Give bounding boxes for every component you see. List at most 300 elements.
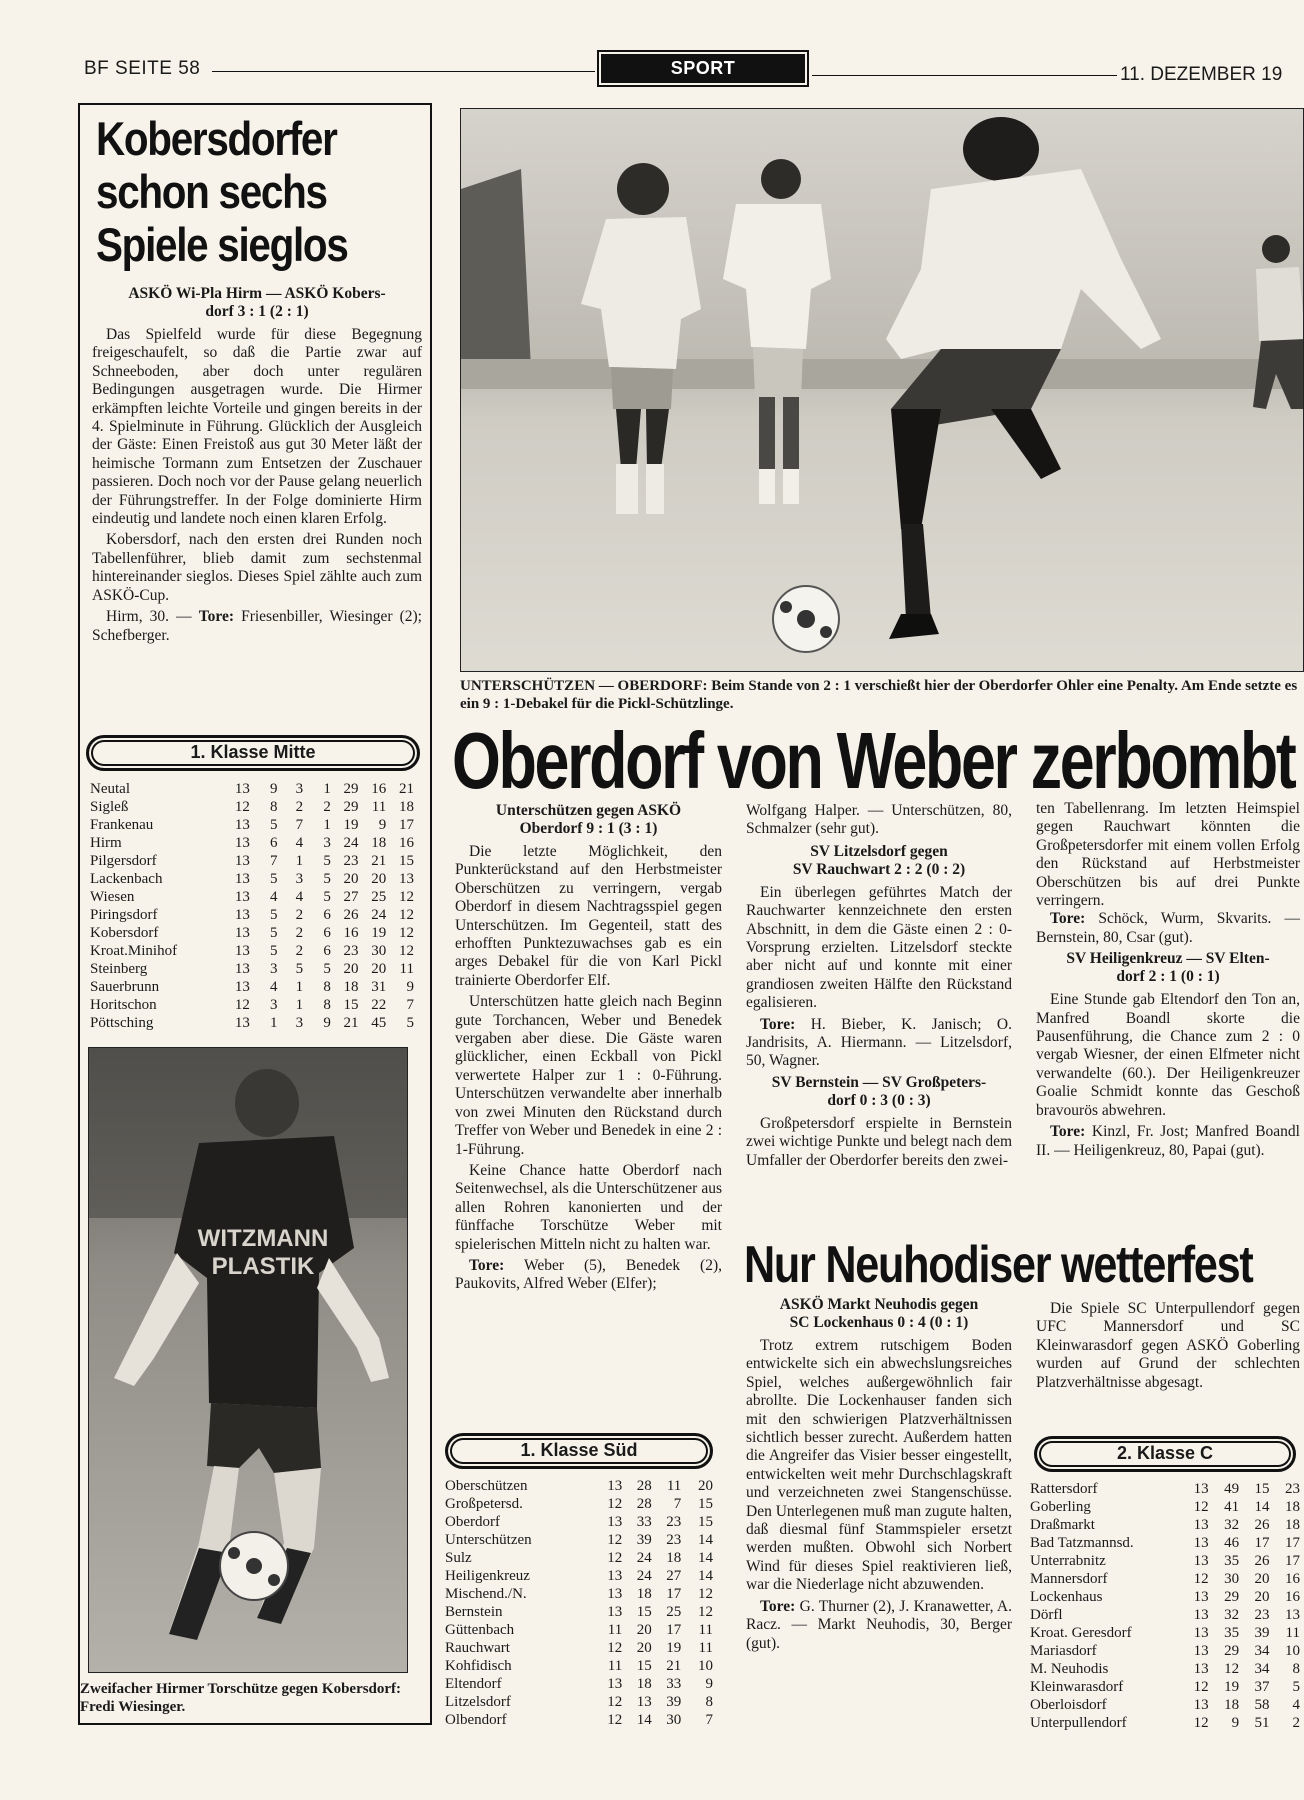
team-name: Litzelsdorf xyxy=(445,1694,511,1710)
stat-value: 13 xyxy=(607,1514,623,1530)
stat-value: 20 xyxy=(1254,1571,1270,1587)
stat-value: 3 xyxy=(295,871,304,887)
stat-value: 31 xyxy=(371,979,387,995)
stat-value: 5 xyxy=(323,871,331,887)
team-name: Kohfidisch xyxy=(445,1658,512,1674)
goals-line: Tore: H. Bieber, K. Janisch; O. Jandrisits, A. Hiermann. — Litzelsdorf, 50, Wagner. xyxy=(746,1015,1012,1070)
stat-value: 11 xyxy=(698,1640,713,1656)
stat-value: 1 xyxy=(323,781,331,797)
team-name: M. Neuhodis xyxy=(1030,1661,1109,1677)
stat-value: 13 xyxy=(234,961,250,977)
table-row xyxy=(1030,1570,1300,1588)
table-row xyxy=(90,924,414,942)
stat-value: 19 xyxy=(666,1640,682,1656)
match-heading: ASKÖ Wi-Pla Hirm — ASKÖ Kobers- dorf 3 : 1 (2 : 1) xyxy=(128,285,386,320)
stat-value: 16 xyxy=(1285,1589,1300,1605)
stat-value: 5 xyxy=(270,943,278,959)
stat-value: 21 xyxy=(399,781,414,797)
stat-value: 17 xyxy=(666,1586,682,1602)
second-headline: Nur Neuhodiser wetterfest xyxy=(744,1236,1253,1294)
stat-value: 1 xyxy=(270,1015,278,1031)
stat-value: 34 xyxy=(1254,1643,1270,1659)
team-name: Pöttsching xyxy=(90,1015,154,1031)
stat-value: 18 xyxy=(636,1676,652,1692)
stat-value: 5 xyxy=(270,925,278,941)
stat-value: 5 xyxy=(295,961,304,977)
stat-value: 15 xyxy=(343,997,359,1013)
left-headline-line: schon sechs xyxy=(96,165,327,218)
article-body: Trotz extrem rutschigem Boden entwickelte sich ein abwechslungsreiches Spiel, welches außergewöhnlich fair abrollte. Die Lockenhauser fanden sich mit den schwierigen Platzverhältnissen sichtlich besser zurecht. Außerdem hatten die Angreifer das Visier besser eingestellt, entwickelten weit mehr Durchschlagskraft und verzeichneten zwei Stangenschüsse. Den Unterlegenen muß man zugute halten, daß diesmal fünf Stammspieler ersetzt werden mußten. Obwohl sich Norbert Wind für dieses Spiel reaktivieren ließ, war die Niederlage nicht abzuwenden. xyxy=(746,1337,1012,1594)
stat-value: 13 xyxy=(234,889,250,905)
article-body xyxy=(92,326,422,605)
goals-line: Tore: Kinzl, Fr. Jost; Manfred Boandl II. — Heiligenkreuz, 80, Papai (gut). xyxy=(1036,1123,1300,1159)
stat-value: 27 xyxy=(666,1568,682,1584)
stat-value: 2 xyxy=(295,925,304,941)
stat-value: 12 xyxy=(399,907,414,923)
stat-value: 13 xyxy=(1193,1481,1209,1497)
stat-value: 58 xyxy=(1254,1697,1270,1713)
stat-value: 18 xyxy=(1285,1499,1300,1515)
stat-value: 2 xyxy=(295,943,304,959)
stat-value: 10 xyxy=(1285,1643,1300,1659)
stat-value: 13 xyxy=(234,817,250,833)
team-name: Oberdorf xyxy=(445,1514,500,1530)
stat-value: 39 xyxy=(666,1694,682,1710)
team-name: Großpetersd. xyxy=(445,1496,523,1512)
stat-value: 5 xyxy=(270,907,278,923)
table-row xyxy=(90,888,414,906)
stat-value: 20 xyxy=(343,871,359,887)
team-name: Güttenbach xyxy=(445,1622,515,1638)
stat-value: 13 xyxy=(607,1478,623,1494)
table-row xyxy=(90,780,414,798)
team-name: Rattersdorf xyxy=(1030,1481,1098,1497)
table-row xyxy=(445,1621,713,1639)
team-name: Draßmarkt xyxy=(1030,1517,1095,1533)
stat-value: 29 xyxy=(1224,1643,1240,1659)
paragraph: Die letzte Möglichkeit, den Punkterückstand auf den Herbstmeister Oberschützen zu verringern, vergab Oberdorf in diesem Nachtragsspiel gegen Unterschützen. Im Gegenteil, statt des erhofften Punktezuwachses gab es ein arges Debakel für die von Karl Pickl trainierte Oberdorfer Elf. xyxy=(455,843,722,989)
stat-value: 21 xyxy=(371,853,387,869)
stat-value: 19 xyxy=(1224,1679,1240,1695)
table-row xyxy=(445,1531,713,1549)
main-col-2 xyxy=(746,802,1012,1173)
stat-value: 20 xyxy=(636,1622,652,1638)
stat-value: 18 xyxy=(371,835,387,851)
stat-value: 4 xyxy=(270,979,278,995)
stat-value: 39 xyxy=(1254,1625,1270,1641)
table-row xyxy=(90,996,414,1014)
stat-value: 23 xyxy=(343,943,359,959)
team-name: Oberschützen xyxy=(445,1478,528,1494)
stat-value: 7 xyxy=(270,853,278,869)
table-row xyxy=(1030,1660,1300,1678)
stat-value: 8 xyxy=(705,1694,713,1710)
stat-value: 24 xyxy=(371,907,387,923)
stat-value: 14 xyxy=(698,1550,713,1566)
table-row xyxy=(1030,1480,1300,1498)
table-row xyxy=(445,1657,713,1675)
stat-value: 5 xyxy=(323,853,331,869)
stat-value: 18 xyxy=(666,1550,682,1566)
team-name: Kroat.Minihof xyxy=(90,943,178,959)
table-row xyxy=(445,1549,713,1567)
team-name: Kroat. Geresdorf xyxy=(1030,1625,1132,1641)
stat-value: 20 xyxy=(698,1478,713,1494)
stat-value: 26 xyxy=(1254,1517,1270,1533)
stat-value: 12 xyxy=(399,925,414,941)
cancelled-games-note: Die Spiele SC Unterpullendorf gegen UFC Mannersdorf und SC Kleinwarasdorf gegen ASKÖ Goberling wurden auf Grund der schlechten Platzverhältnisse abgesagt. xyxy=(1036,1300,1300,1391)
table-row xyxy=(1030,1588,1300,1606)
table-row xyxy=(445,1513,713,1531)
stat-value: 20 xyxy=(371,961,387,977)
main-headline: Oberdorf von Weber zerbombt xyxy=(452,716,1295,805)
article-body: Ein überlegen geführtes Match der Rauchwarter kennzeichnete den ersten Abschnitt, in dem die Gäste einen 2 : 0-Vorsprung erzielten. Litzelsdorf steckte aber nicht auf und konnte mit einer grandiosen zweiten Hälfte den Rückstand egalisieren. xyxy=(746,883,1012,1012)
team-name: Heiligenkreuz xyxy=(445,1568,530,1584)
stat-value: 4 xyxy=(295,835,304,851)
stat-value: 46 xyxy=(1224,1535,1240,1551)
match-photo-illustration xyxy=(461,109,1304,672)
stat-value: 12 xyxy=(607,1712,623,1728)
stat-value: 13 xyxy=(607,1604,623,1620)
stat-value: 3 xyxy=(295,1015,304,1031)
stat-value: 13 xyxy=(234,781,250,797)
table-row xyxy=(1030,1606,1300,1624)
team-name: Kleinwarasdorf xyxy=(1030,1679,1124,1695)
stat-value: 9 xyxy=(323,1015,331,1031)
stat-value: 11 xyxy=(399,961,414,977)
stat-value: 12 xyxy=(698,1586,713,1602)
stat-value: 6 xyxy=(323,943,331,959)
table-row xyxy=(445,1585,713,1603)
team-name: Oberloisdorf xyxy=(1030,1697,1107,1713)
stat-value: 13 xyxy=(234,835,250,851)
left-headline-line: Kobersdorfer xyxy=(96,112,337,165)
stat-value: 16 xyxy=(371,781,387,797)
stat-value: 34 xyxy=(1254,1661,1270,1677)
table-row xyxy=(90,978,414,996)
team-name: Eltendorf xyxy=(445,1676,502,1692)
stat-value: 27 xyxy=(343,889,359,905)
stat-value: 49 xyxy=(1224,1481,1240,1497)
stat-value: 29 xyxy=(343,799,359,815)
goals-line: Hirm, 30. — Tore: Friesenbiller, Wiesinger (2); Schefberger. xyxy=(92,608,422,644)
carry-over-text: ten Tabellenrang. Im letzten Heimspiel gegen Rauchwart könnten die Großpetersdorfer mit einem vollen Erfolg den Rückstand auf Herbstmeister Oberschützen bis auf drei Punkte verringern. xyxy=(1036,800,1300,910)
stat-value: 12 xyxy=(1193,1499,1209,1515)
team-name: Unterpullendorf xyxy=(1030,1715,1127,1731)
match-heading: ASKÖ Markt Neuhodis gegen SC Lockenhaus 0 : 4 (0 : 1) xyxy=(779,1296,979,1331)
table-row xyxy=(445,1639,713,1657)
stat-value: 25 xyxy=(666,1604,682,1620)
left-headline-line: Spiele sieglos xyxy=(96,218,348,271)
table-row xyxy=(1030,1516,1300,1534)
goals-line: Tore: G. Thurner (2), J. Kranawetter, A. Racz. — Markt Neuhodis, 30, Berger (gut). xyxy=(746,1597,1012,1652)
table-title-sued: 1. Klasse Süd xyxy=(445,1433,713,1469)
page-date: 11. DEZEMBER 19 xyxy=(1120,64,1283,85)
carry-over-text: Wolfgang Halper. — Unterschützen, 80, Schmalzer (sehr gut). xyxy=(746,802,1012,838)
stat-value: 13 xyxy=(1193,1607,1209,1623)
stat-value: 5 xyxy=(323,961,331,977)
stat-value: 23 xyxy=(343,853,359,869)
stat-value: 18 xyxy=(636,1586,652,1602)
stat-value: 3 xyxy=(295,781,304,797)
stat-value: 11 xyxy=(371,799,387,815)
team-name: Sigleß xyxy=(90,799,129,815)
stat-value: 29 xyxy=(1224,1589,1240,1605)
stat-value: 11 xyxy=(1285,1625,1300,1641)
match-heading: SV Litzelsdorf gegen SV Rauchwart 2 : 2 (0 : 2) xyxy=(792,842,966,878)
stat-value: 16 xyxy=(1285,1571,1300,1587)
stat-value: 7 xyxy=(295,817,304,833)
header-rule-right xyxy=(812,75,1117,76)
stat-value: 12 xyxy=(399,889,414,905)
stat-value: 8 xyxy=(323,979,331,995)
stat-value: 9 xyxy=(378,817,387,833)
standings-table-sued xyxy=(445,1477,713,1729)
stat-value: 4 xyxy=(270,889,278,905)
article-body: Eine Stunde gab Eltendorf den Ton an, Manfred Boandl skorte die Pausenführung, die Chance zum 2 : 0 vergab Wiesner, der einen Elfmeter nicht verwandelte (60.). Der Heiligenkreuzer Goalie Schmidt konnte das Geschoß bravourös abwehren. xyxy=(1036,991,1300,1119)
player-photo-illustration xyxy=(89,1048,408,1673)
table-row xyxy=(90,1014,414,1032)
stat-value: 9 xyxy=(705,1676,713,1692)
second-article-col xyxy=(746,1296,1012,1653)
stat-value: 21 xyxy=(666,1658,682,1674)
stat-value: 12 xyxy=(607,1532,623,1548)
stat-value: 13 xyxy=(1193,1625,1209,1641)
paragraph: Keine Chance hatte Oberdorf nach Seitenwechsel, als die Unterschützener aus allen Rohren kanonierten und der fünffache Torschütze Weber mit spielerischen Mitteln nicht zu halten war. xyxy=(455,1161,722,1253)
table-row xyxy=(1030,1498,1300,1516)
team-name: Frankenau xyxy=(90,817,154,833)
table-row xyxy=(445,1603,713,1621)
player-photo xyxy=(88,1047,408,1673)
team-name: Bad Tatzmannsd. xyxy=(1030,1535,1134,1551)
stat-value: 18 xyxy=(1285,1517,1300,1533)
stat-value: 13 xyxy=(1193,1697,1209,1713)
standings-table-c xyxy=(1030,1480,1300,1732)
stat-value: 5 xyxy=(406,1015,414,1031)
stat-value: 22 xyxy=(371,997,387,1013)
stat-value: 35 xyxy=(1224,1625,1240,1641)
table-row xyxy=(445,1495,713,1513)
section-badge xyxy=(597,50,809,87)
header-rule-left xyxy=(212,71,595,72)
stat-value: 21 xyxy=(343,1015,359,1031)
table-row xyxy=(90,906,414,924)
stat-value: 8 xyxy=(1292,1661,1300,1677)
standings-table-mitte xyxy=(90,780,414,1032)
stat-value: 16 xyxy=(343,925,359,941)
left-article xyxy=(92,282,422,645)
table-row xyxy=(90,960,414,978)
stat-value: 2 xyxy=(295,799,304,815)
table-row xyxy=(1030,1552,1300,1570)
team-name: Mariasdorf xyxy=(1030,1643,1097,1659)
stat-value: 14 xyxy=(698,1568,713,1584)
article-body xyxy=(455,843,722,1254)
stat-value: 13 xyxy=(1193,1553,1209,1569)
stat-value: 13 xyxy=(1285,1607,1300,1623)
stat-value: 13 xyxy=(234,853,250,869)
player-photo-caption: Zweifacher Hirmer Torschütze gegen Kobersdorf: Fredi Wiesinger. xyxy=(80,1681,402,1715)
stat-value: 39 xyxy=(636,1532,652,1548)
stat-value: 13 xyxy=(234,979,250,995)
team-name: Dörfl xyxy=(1030,1607,1063,1623)
team-name: Unterrabnitz xyxy=(1030,1553,1106,1569)
team-name: Unterschützen xyxy=(445,1532,532,1548)
stat-value: 13 xyxy=(607,1586,623,1602)
stat-value: 20 xyxy=(636,1640,652,1656)
goals-line: Tore: Weber (5), Benedek (2), Paukovits, Alfred Weber (Elfer); xyxy=(455,1256,722,1293)
stat-value: 30 xyxy=(371,943,387,959)
stat-value: 15 xyxy=(698,1514,713,1530)
stat-value: 15 xyxy=(636,1658,652,1674)
stat-value: 13 xyxy=(1193,1589,1209,1605)
team-name: Pilgersdorf xyxy=(90,853,157,869)
table-row xyxy=(1030,1624,1300,1642)
stat-value: 9 xyxy=(1231,1715,1240,1731)
team-name: Sauerbrunn xyxy=(90,979,160,995)
stat-value: 23 xyxy=(666,1514,682,1530)
team-name: Hirm xyxy=(90,835,122,851)
stat-value: 14 xyxy=(1254,1499,1270,1515)
team-name: Rauchwart xyxy=(445,1640,510,1656)
team-name: Steinberg xyxy=(90,961,148,977)
stat-value: 24 xyxy=(636,1550,652,1566)
match-photo xyxy=(460,108,1304,672)
svg-text:PLASTIK: PLASTIK xyxy=(211,1253,315,1280)
page-label: BF SEITE 58 xyxy=(84,58,201,79)
stat-value: 13 xyxy=(234,943,250,959)
stat-value: 17 xyxy=(399,817,414,833)
stat-value: 20 xyxy=(343,961,359,977)
left-headline xyxy=(96,112,380,271)
stat-value: 30 xyxy=(666,1712,682,1728)
table-row xyxy=(445,1675,713,1693)
stat-value: 19 xyxy=(343,817,359,833)
stat-value: 51 xyxy=(1254,1715,1270,1731)
stat-value: 12 xyxy=(234,799,250,815)
stat-value: 35 xyxy=(1224,1553,1240,1569)
stat-value: 17 xyxy=(1254,1535,1270,1551)
team-name: Lackenbach xyxy=(90,871,163,887)
stat-value: 9 xyxy=(270,781,278,797)
stat-value: 4 xyxy=(295,889,304,905)
paragraph: Das Spielfeld wurde für diese Begegnung freigeschaufelt, so daß die Partie zwar auf Schneeboden, aber doch unter regulären Bedingungen ausgetragen wurde. Die Hirmer erkämpften leichte Vorteile und gingen bereits in der 4. Spielminute in Führung. Glücklich der Ausgleich der Gäste: Einen Freistoß aus gut 30 Meter läßt der heimische Tormann zum Entsetzen der Zuschauer passieren. Doch noch vor der Pause gelang neuerlich der Führungstreffer. In der Folge dominierte Hirm eindeutig und landete noch einen klaren Erfolg. xyxy=(92,326,422,528)
stat-value: 41 xyxy=(1224,1499,1240,1515)
stat-value: 30 xyxy=(1224,1571,1240,1587)
table-row xyxy=(445,1693,713,1711)
stat-value: 6 xyxy=(323,925,331,941)
team-name: Bernstein xyxy=(445,1604,503,1620)
stat-value: 15 xyxy=(1254,1481,1270,1497)
table-row xyxy=(1030,1534,1300,1552)
stat-value: 24 xyxy=(343,835,359,851)
stat-value: 20 xyxy=(1254,1589,1270,1605)
stat-value: 17 xyxy=(1285,1553,1300,1569)
stat-value: 12 xyxy=(1224,1661,1240,1677)
jersey-lettering xyxy=(198,1225,329,1280)
stat-value: 13 xyxy=(607,1568,623,1584)
table-row xyxy=(445,1711,713,1729)
stat-value: 3 xyxy=(323,835,331,851)
stat-value: 5 xyxy=(323,889,331,905)
stat-value: 32 xyxy=(1224,1607,1240,1623)
stat-value: 14 xyxy=(698,1532,713,1548)
stat-value: 33 xyxy=(636,1514,652,1530)
match-heading: SV Bernstein — SV Großpeters- dorf 0 : 3 (0 : 3) xyxy=(771,1073,987,1109)
stat-value: 1 xyxy=(295,979,304,995)
stat-value: 13 xyxy=(1193,1535,1209,1551)
stat-value: 1 xyxy=(295,853,304,869)
team-name: Piringsdorf xyxy=(90,907,158,923)
main-col-1 xyxy=(455,802,722,1294)
stat-value: 29 xyxy=(343,781,359,797)
table-row xyxy=(90,798,414,816)
stat-value: 12 xyxy=(607,1496,623,1512)
table-row xyxy=(90,834,414,852)
table-row xyxy=(90,942,414,960)
stat-value: 3 xyxy=(270,961,278,977)
stat-value: 13 xyxy=(1193,1643,1209,1659)
stat-value: 13 xyxy=(607,1676,623,1692)
stat-value: 26 xyxy=(343,907,359,923)
stat-value: 12 xyxy=(234,997,250,1013)
stat-value: 12 xyxy=(607,1550,623,1566)
table-row xyxy=(1030,1714,1300,1732)
stat-value: 6 xyxy=(323,907,331,923)
stat-value: 8 xyxy=(323,997,331,1013)
team-name: Olbendorf xyxy=(445,1712,507,1728)
team-name: Lockenhaus xyxy=(1030,1589,1103,1605)
stat-value: 23 xyxy=(1285,1481,1300,1497)
stat-value: 5 xyxy=(270,871,278,887)
table-row xyxy=(90,852,414,870)
stat-value: 33 xyxy=(666,1676,682,1692)
stat-value: 28 xyxy=(636,1496,652,1512)
stat-value: 13 xyxy=(1193,1661,1209,1677)
table-row xyxy=(90,870,414,888)
stat-value: 12 xyxy=(1193,1571,1209,1587)
stat-value: 13 xyxy=(1193,1517,1209,1533)
stat-value: 7 xyxy=(673,1496,682,1512)
stat-value: 20 xyxy=(371,871,387,887)
stat-value: 13 xyxy=(234,1015,250,1031)
team-name: Mannersdorf xyxy=(1030,1571,1108,1587)
stat-value: 23 xyxy=(1254,1607,1270,1623)
stat-value: 13 xyxy=(636,1694,652,1710)
table-title-mitte: 1. Klasse Mitte xyxy=(86,735,420,771)
stat-value: 1 xyxy=(323,817,331,833)
stat-value: 18 xyxy=(1224,1697,1240,1713)
stat-value: 24 xyxy=(636,1568,652,1584)
stat-value: 16 xyxy=(399,835,414,851)
team-name: Goberling xyxy=(1030,1499,1091,1515)
stat-value: 45 xyxy=(371,1015,387,1031)
stat-value: 25 xyxy=(371,889,387,905)
table-row xyxy=(1030,1642,1300,1660)
table-row xyxy=(1030,1678,1300,1696)
match-heading: SV Heiligenkreuz — SV Elten- dorf 2 : 1 (0 : 1) xyxy=(1066,950,1270,986)
stat-value: 1 xyxy=(295,997,304,1013)
stat-value: 9 xyxy=(406,979,414,995)
team-name: Neutal xyxy=(90,781,130,797)
stat-value: 5 xyxy=(1292,1679,1300,1695)
stat-value: 11 xyxy=(666,1478,682,1494)
stat-value: 11 xyxy=(607,1658,623,1674)
stat-value: 14 xyxy=(636,1712,652,1728)
stat-value: 13 xyxy=(234,871,250,887)
stat-value: 4 xyxy=(1292,1697,1300,1713)
team-name: Sulz xyxy=(445,1550,472,1566)
